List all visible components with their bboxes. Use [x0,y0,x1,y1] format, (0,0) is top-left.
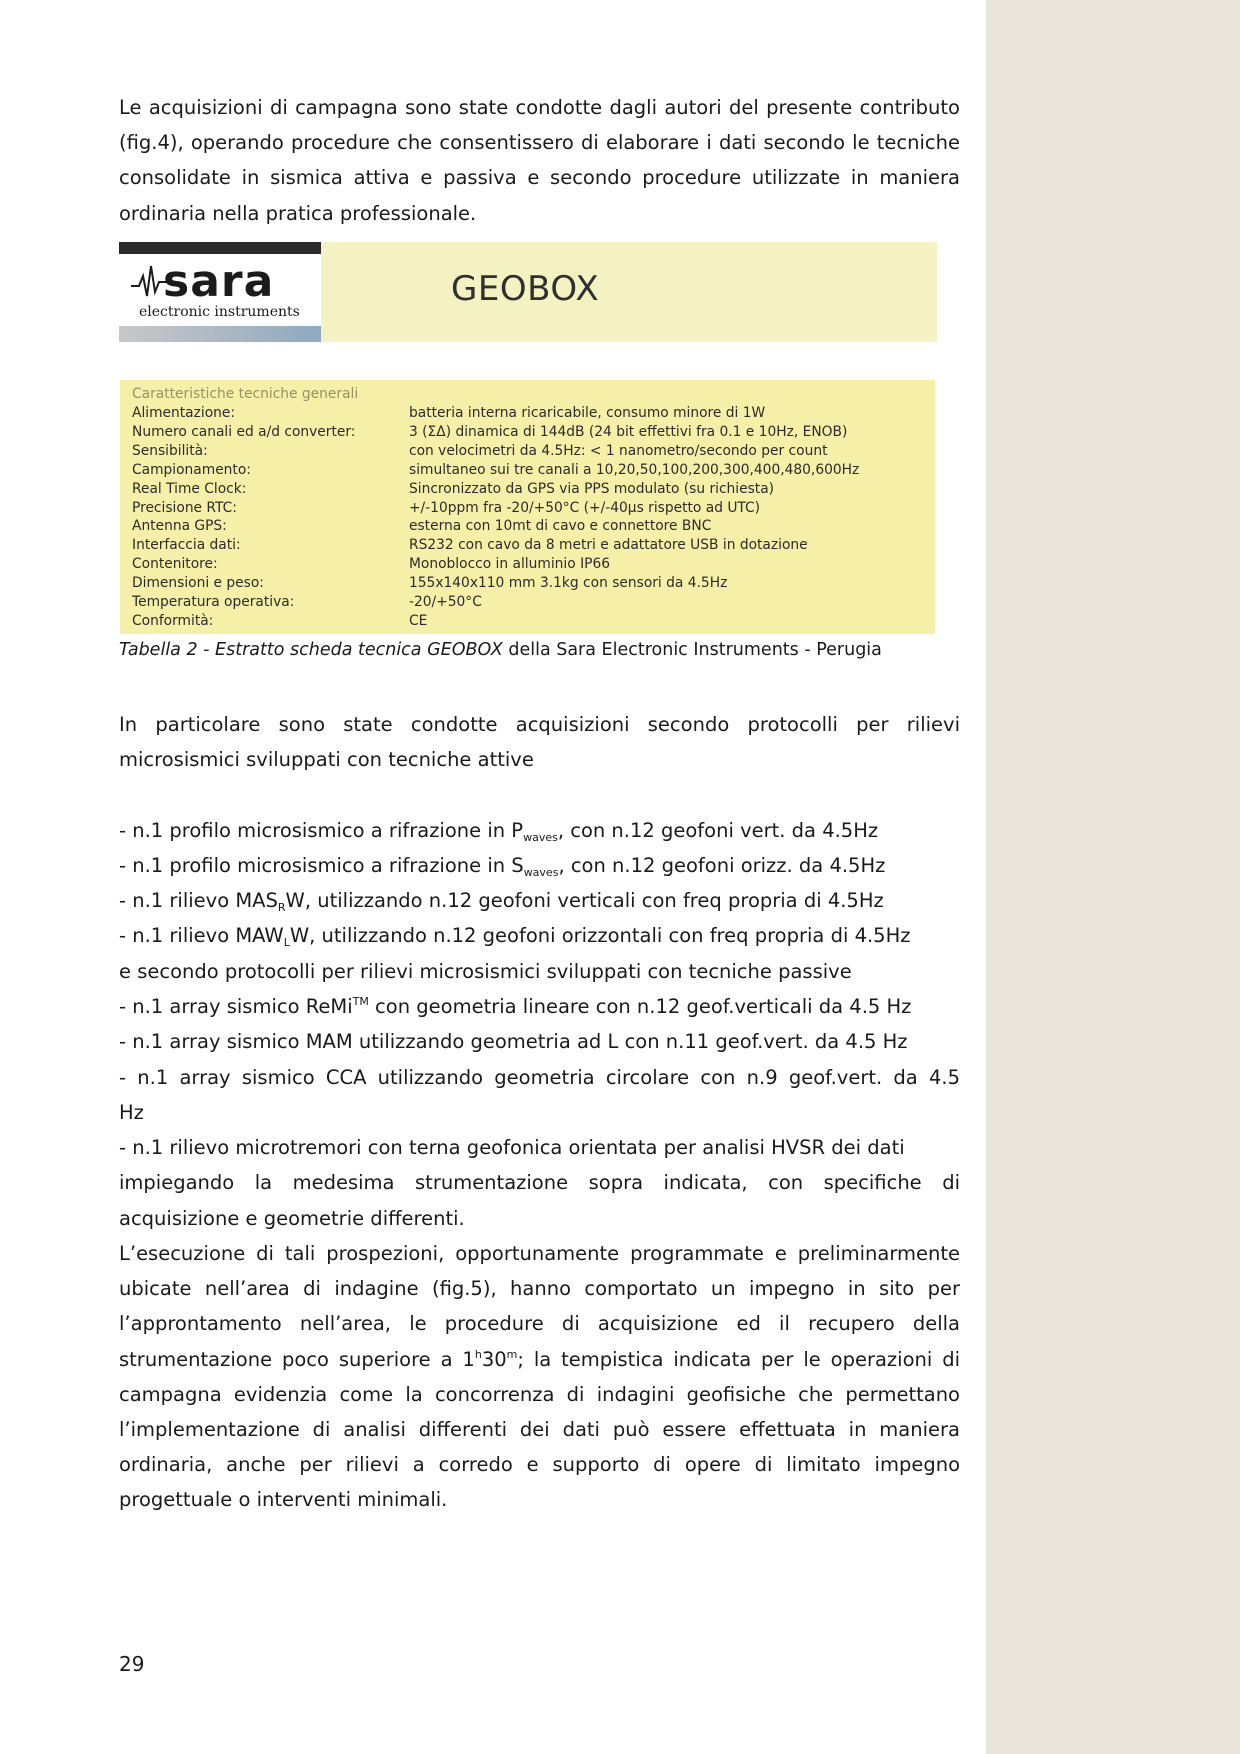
page-number: 29 [119,1652,145,1676]
spec-label: Contenitore: [132,556,218,573]
list-text: impiegando la medesima strumentazione sopra indicata, con specifiche di [119,1171,960,1194]
spec-value: RS232 con cavo da 8 metri e adattatore USB in dotazione [409,537,808,554]
list-item: - n.1 profilo microsismico a rifrazione in $S_{waves}$, con n.12 geofoni orizz. da 4.5Hz [119,854,886,879]
logo-subtitle: electronic instruments [139,304,300,320]
table-caption [119,640,882,660]
spec-value: esterna con 10mt di cavo e connettore BNC [409,518,712,535]
paragraph-execution: L’esecuzione di tali prospezioni, opportunamente programmate e preliminarmente ubicate nell’area di indagine (fig.5), hanno comportato un impegno in sito per l’approntamento nell’area, le procedure di acquisizione ed il recupero della strumentazione poco superiore a 1$^h$30$^m$; la tempistica indicata per le operazioni di campagna evidenzia come la concorrenza di indagini geofisiche che permettano l’implementazione di analisi differenti dei dati può essere effettuata in maniera ordinaria, anche per rilievi a corredo e supporto di opere di limitato impegno progettuale o interventi minimali. [119,1242,960,1512]
spec-label: Conformità: [132,612,214,629]
spec-value: 155x140x110 mm 3.1kg con sensori da 4.5Hz [409,575,728,592]
list-item: - n.1 rilievo microtremori con terna geofonica orientata per analisi HVSR dei dati [119,1136,905,1159]
sara-logo [119,242,321,342]
spec-label: Numero canali ed a/d converter: [132,423,356,440]
spec-value: -20/+50°C [409,594,482,610]
list-item: - n.1 rilievo $MAW_LW$, utilizzando n.12 geofoni orizzontali con freq propria di 4.5Hz [119,924,911,949]
caption-rest: della Sara Electronic Instruments - Perugia [502,640,882,660]
spec-label: Temperatura operativa: [132,594,295,610]
logo-top-bar [119,242,321,254]
paragraph-active-techniques: In particolare sono state condotte acquisizioni secondo protocolli per rilievi microsismici sviluppati con tecniche attive [119,713,960,772]
seismic-wave-icon [131,262,167,302]
list-text: Hz [119,1101,144,1124]
logo-bottom-bar [119,326,321,342]
spec-value: Sincronizzato da GPS via PPS modulato (su richiesta) [409,480,775,497]
spec-value: batteria interna ricaricabile, consumo minore di 1W [409,405,766,421]
spec-value: +/-10ppm fra -20/+50°C (+/-40µs rispetto ad UTC) [409,499,761,516]
intro-paragraph: Le acquisizioni di campagna sono state condotte dagli autori del presente contributo (fig.4), operando procedure che consentissero di elaborare i dati secondo le tecniche consolidate in sismica attiva e passiva e secondo procedure utilizzate in maniera ordinaria nella pratica professionale. [119,96,960,225]
spec-label: Sensibilità: [132,442,208,459]
geobox-title: GEOBOX [451,269,600,309]
spec-value: con velocimetri da 4.5Hz: < 1 nanometro/secondo per count [409,442,828,459]
spec-table [120,380,935,634]
spec-label: Interfaccia dati: [132,537,241,554]
spec-heading: Caratteristiche tecniche generali [132,386,359,402]
geobox-title-band [321,242,937,342]
logo-word: sara [163,256,275,307]
list-text: e secondo protocolli per rilievi microsismici sviluppati con tecniche passive [119,960,852,983]
spec-value: simultaneo sui tre canali a 10,20,50,100,200,300,400,480,600Hz [409,461,860,478]
geobox-header [119,242,937,342]
list-item: - n.1 array sismico MAM utilizzando geometria ad L con n.11 geof.vert. da 4.5 Hz [119,1030,908,1053]
spec-label: Dimensioni e peso: [132,575,264,592]
spec-label: Real Time Clock: [132,480,247,497]
list-item: - n.1 array sismico CCA utilizzando geometria circolare con n.9 geof.vert. da 4.5 [119,1066,960,1089]
list-text: acquisizione e geometrie differenti. [119,1207,465,1230]
spec-label: Campionamento: [132,461,251,478]
list-item: - n.1 array sismico ReMi™ con geometria lineare con n.12 geof.verticali da 4.5 Hz [119,995,912,1018]
spec-value: 3 (ΣΔ) dinamica di 144dB (24 bit effettivi fra 0.1 e 10Hz, ENOB) [409,423,848,440]
spec-label: Alimentazione: [132,405,236,421]
spec-value: CE [409,612,428,629]
spec-value: Monoblocco in alluminio IP66 [409,556,611,573]
list-item: - n.1 profilo microsismico a rifrazione in $P_{waves}$, con n.12 geofoni vert. da 4.5Hz [119,819,879,844]
caption-italic: Tabella 2 - Estratto scheda tecnica GEOBOX [119,640,503,660]
spec-label: Precisione RTC: [132,499,237,516]
spec-label: Antenna GPS: [132,518,227,535]
list-item: - n.1 rilievo $MAS_RW$, utilizzando n.12 geofoni verticali con freq propria di 4.5Hz [119,889,884,914]
page-side-band [986,0,1240,1754]
